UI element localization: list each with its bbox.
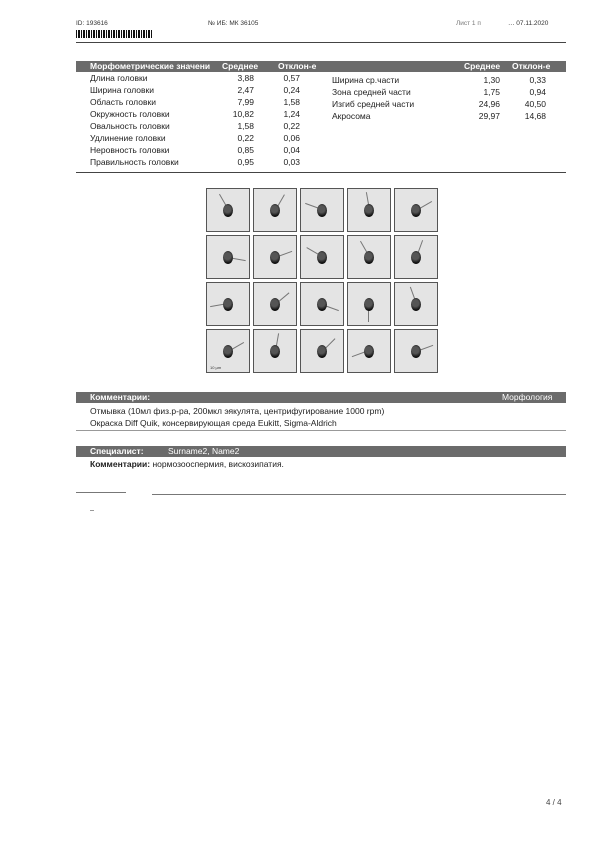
specialist-header [76,446,566,457]
row-dev: 1,24 [283,109,300,119]
row-dev: 0,57 [283,73,300,83]
row-dev: 0,03 [283,157,300,167]
col-dev-2: Отклон-е [512,61,551,71]
row-dev: 0,94 [529,87,546,97]
comments-header [76,392,566,403]
specialist-comment [90,459,284,469]
row-mean: 7,99 [237,97,254,107]
table-bottom-rule [76,172,566,173]
specialist-comment-value: нормозооспермия, вискозипатия. [152,459,284,469]
header-fragment-1: Лист 1 п [456,20,481,27]
sperm-image [206,188,250,232]
col-dev: Отклон-е [278,61,317,71]
sperm-image [300,282,344,326]
row-dev: 1,58 [283,97,300,107]
sperm-image [206,235,250,279]
row-dev: 0,33 [529,75,546,85]
row-mean: 1,75 [483,87,500,97]
row-label: Область головки [90,97,156,107]
sperm-image [206,329,250,373]
specialist-label: Специалист: [90,446,144,456]
specialist-name: Surname2, Name2 [168,446,240,456]
report-id: ID: 193616 [76,20,108,27]
sperm-image [253,235,297,279]
morph-table-body [76,73,566,171]
sperm-image [394,188,438,232]
sperm-image [300,235,344,279]
page-number: 4 / 4 [546,798,562,807]
header-rule [76,42,566,43]
sperm-image [347,282,391,326]
scale-label: 10 µm [210,365,222,370]
barcode [76,30,152,38]
signature-line-left [76,492,126,493]
row-mean: 1,30 [483,75,500,85]
comment-line-1: Отмывка (10мл физ.р-ра, 200мкл эякулята, центрифугирование 1000 rpm) [90,406,385,416]
row-label: Окружность головки [90,109,170,119]
sperm-image [394,282,438,326]
row-label: Длина головки [90,73,148,83]
morphology-label: Морфология [502,392,553,402]
signature-line-right [152,494,566,495]
sperm-image [300,329,344,373]
row-dev: 0,04 [283,145,300,155]
row-dev: 0,24 [283,85,300,95]
sperm-image [206,282,250,326]
row-label: Правильность головки [90,157,179,167]
row-mean: 0,95 [237,157,254,167]
row-mean: 29,97 [478,111,500,121]
row-mean: 0,85 [237,145,254,155]
comment-line-2: Окраска Diff Quik, консервирующая среда Eukitt, Sigma-Aldrich [90,418,337,428]
sperm-image [347,188,391,232]
row-label: Ширина головки [90,85,155,95]
row-label: Овальность головки [90,121,170,131]
scan-mark [90,510,94,511]
col-mean: Среднее [222,61,259,71]
report-date: … 07.11.2020 [508,20,549,27]
row-dev: 0,22 [283,121,300,131]
row-label: Акросома [332,111,371,121]
row-label: Изгиб средней части [332,99,415,109]
sperm-image [347,329,391,373]
col-mean-2: Среднее [464,61,501,71]
specialist-comment-label: Комментарии: [90,459,151,469]
comments-title: Комментарии: [90,392,151,402]
morph-table-header [76,61,566,72]
row-mean: 2,47 [237,85,254,95]
sperm-image [253,282,297,326]
sperm-image [347,235,391,279]
sperm-image [394,329,438,373]
morph-title: Морфометрические значени [90,61,211,71]
row-dev: 14,68 [524,111,546,121]
row-label: Удлинение головки [90,133,166,143]
row-mean: 10,82 [232,109,254,119]
row-label: Зона средней части [332,87,411,97]
row-mean: 3,88 [237,73,254,83]
sperm-image [253,329,297,373]
case-number: № ИБ: МК 36105 [208,20,259,27]
sperm-image [300,188,344,232]
sperm-image [253,188,297,232]
row-dev: 0,06 [283,133,300,143]
row-label: Неровность головки [90,145,170,155]
row-dev: 40,50 [524,99,546,109]
comments-rule [76,430,566,431]
sperm-image [394,235,438,279]
row-label: Ширина ср.части [332,75,400,85]
row-mean: 0,22 [237,133,254,143]
sperm-image-grid [206,188,438,376]
row-mean: 1,58 [237,121,254,131]
row-mean: 24,96 [478,99,500,109]
